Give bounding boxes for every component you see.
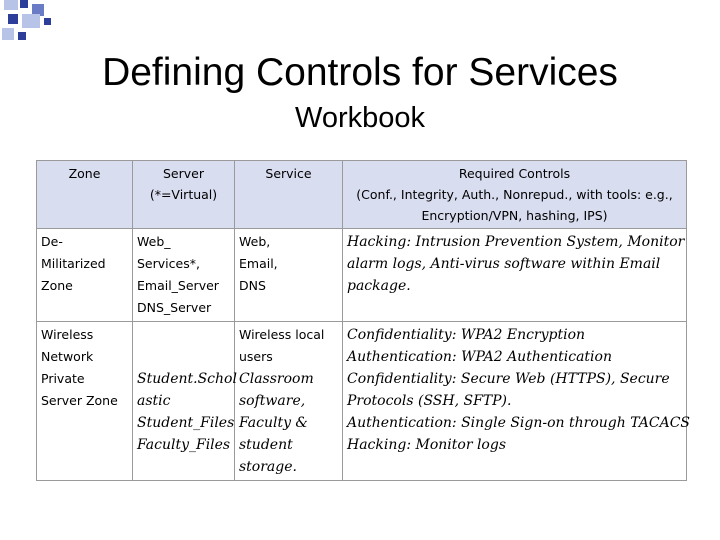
service-line: Email, [239,256,278,271]
spacer [137,324,230,346]
header-service [235,161,343,229]
server-line: Services*, [137,256,200,271]
header-zone [37,161,133,229]
service-line: software, [239,393,306,409]
zone-line: Militarized [41,256,106,271]
table-header-row [37,161,687,229]
header-zone-label: Zone [68,166,101,181]
controls-cell [343,229,687,322]
zone-cell [37,229,133,322]
server-line: Student.Schol [137,371,237,387]
header-server [133,161,235,229]
controls-line: Confidentiality: WPA2 Encryption [347,327,586,343]
header-controls-line: Required Controls [458,166,571,181]
controls-line: Authentication: Single Sign-on through TACACS [347,415,691,431]
service-cell [235,322,343,481]
zone-line: Server Zone [41,393,118,408]
spacer [137,346,230,368]
service-line: Web, [239,234,271,249]
controls-line: alarm logs, Anti-virus software within Email [347,256,661,272]
controls-line: Hacking: Monitor logs [347,437,507,453]
controls-line: Authentication: WPA2 Authentication [347,349,612,365]
zone-line: Private [41,371,85,386]
server-line: astic [137,393,171,409]
service-line: Faculty & [239,415,308,431]
controls-line: Confidentiality: Secure Web (HTTPS), Secure [347,371,670,387]
slide-title: Defining Controls for Services [102,51,618,94]
controls-line: Protocols (SSH, SFTP). [347,393,512,409]
zone-cell [37,322,133,481]
controls-cell [343,322,691,481]
server-line: Student_Files [137,415,235,431]
server-line: DNS_Server [137,300,212,315]
service-line: DNS [239,278,266,293]
controls-line: Hacking: Intrusion Prevention System, Monitor [347,234,685,250]
header-controls-line: Encryption/VPN, hashing, IPS) [421,208,608,223]
header-controls [343,161,687,229]
controls-table [36,160,691,481]
header-service-label: Service [265,166,312,181]
table-row [37,322,687,481]
zone-line: Zone [41,278,73,293]
slide-subtitle: Workbook [294,102,426,134]
table-row [37,229,687,322]
server-line: Email_Server [137,278,219,293]
server-line: Faculty_Files [137,437,231,453]
service-line: Classroom [239,371,314,387]
service-line: storage. [239,459,297,475]
service-cell [235,229,343,322]
server-line: Web_ [137,234,171,249]
header-server-line: Server [163,166,204,181]
zone-line: Network [41,349,94,364]
header-controls-line: (Conf., Integrity, Auth., Nonrepud., with tools: e.g., [356,187,673,202]
service-line: users [239,349,273,364]
zone-line: De- [41,234,63,249]
server-cell [133,229,235,322]
controls-line: package. [347,278,411,294]
server-cell [133,322,235,481]
zone-line: Wireless [41,327,94,342]
header-server-line: (*=Virtual) [149,187,218,202]
service-line: Wireless local [239,327,325,342]
service-line: student [239,437,293,453]
corner-decoration [0,0,60,50]
